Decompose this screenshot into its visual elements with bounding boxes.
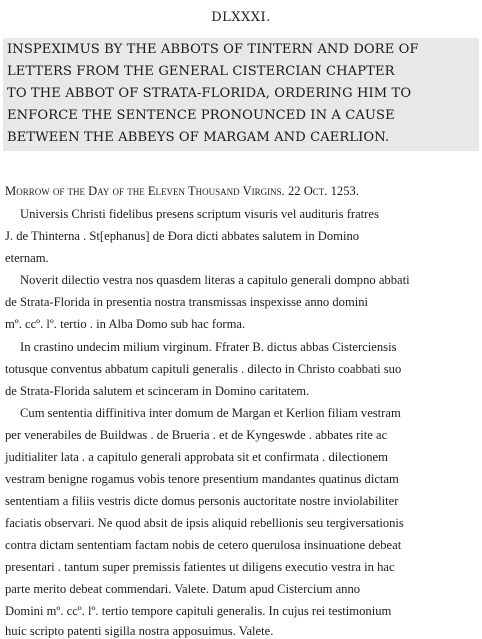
heading-line: ENFORCE THE SENTENCE PRONOUNCED IN A CAUSE [7, 108, 395, 123]
body-line: mº. ccº. lº. tertio . in Alba Domo sub hac forma. [5, 317, 246, 331]
heading-line: TO THE ABBOT OF STRATA-FLORIDA, ORDERING HIM TO [7, 86, 412, 101]
body-line: Domini mº. ccº. lº. tertio tempore capituli generalis. In cujus rei testimonium [5, 604, 392, 618]
body-line: contra dictam sententiam factam nobis de cetero querulosa insinuatione debeat [5, 538, 402, 552]
body-line: eternam. [5, 251, 49, 265]
heading-line: INSPEXIMUS BY THE ABBOTS OF TINTERN AND DORE OF [7, 42, 419, 57]
body-line: parte merito debeat commendari. Valete. Datum apud Cistercium anno [5, 582, 361, 596]
body-line: Noverit dilectio vestra nos quasdem literas a capitulo generali dompno abbati [20, 273, 410, 287]
body-line: faciatis observari. Ne quod absit de ipsis aliquid rebellionis seu tergiversationis [5, 516, 404, 530]
body-line: de Strata-Florida in presentia nostra transmissas inspexisse anno domini [5, 295, 369, 309]
body-line: sententiam a filiis vestris dicte domus personis auctoritate nostre inviolabiliter [5, 494, 399, 508]
body-line: per venerabiles de Buildwas . de Brueria . et de Kyngeswde . abbates rite ac [5, 428, 388, 442]
document-heading [3, 38, 479, 151]
body-line: presentari . tantum super premissis fatientes ut diligens executio vestra in hac [5, 560, 395, 574]
body-line: J. de Thinterna . St[ephanus] de Đora dicti abbates salutem in Domino [5, 229, 360, 243]
body-line: huic scripto patenti sigilla nostra apposuimus. Valete. [5, 624, 274, 638]
date-line: Morrow of the Day of the Eleven Thousand Virgins. 22 Oct. 1253. [5, 184, 359, 198]
body-line: juditialiter lata . a capitulo generali approbata sit et confirmata . dilectionem [5, 450, 388, 464]
body-line: In crastino undecim milium virginum. Ffrater B. dictus abbas Cisterciensis [20, 340, 397, 354]
document-number: DLXXXI. [211, 10, 271, 25]
body-line: vestram benigne rogamus vobis tenore presentium mandantes quatinus dictam [5, 472, 399, 486]
heading-line: LETTERS FROM THE GENERAL CISTERCIAN CHAPTER [7, 64, 395, 79]
body-line: de Strata-Florida salutem et scinceram in Domino caritatem. [5, 384, 310, 398]
body-line: totusque conventus abbatum capituli generalis . dilecto in Christo coabbati suo [5, 362, 402, 376]
body-line: Cum sententia diffinitiva inter domum de Margan et Kerlion filiam vestram [20, 406, 401, 420]
heading-line: BETWEEN THE ABBEYS OF MARGAM AND CAERLION. [7, 130, 390, 145]
body-line: Universis Christi fidelibus presens scriptum visuris vel audituris fratres [20, 207, 379, 221]
